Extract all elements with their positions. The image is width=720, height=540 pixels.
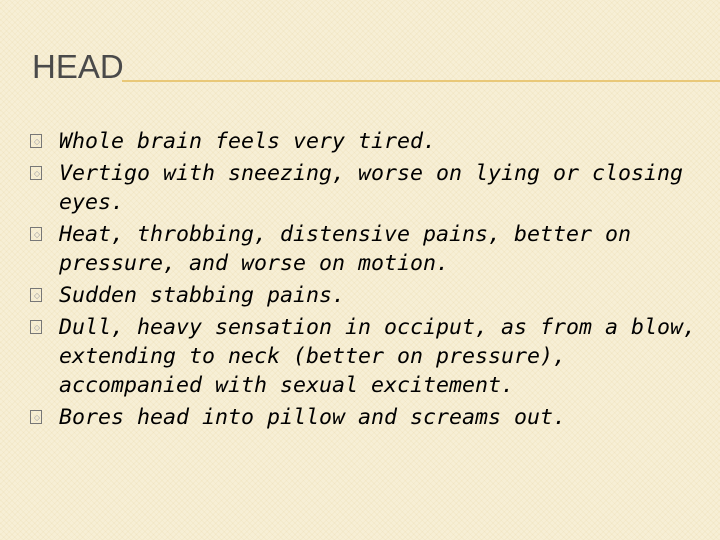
bullet-line: Heat, throbbing, distensive pains, better on: [59, 222, 632, 247]
bullet-item: [30, 127, 706, 156]
bullet-item: [30, 159, 706, 217]
bullet-line: pressure, and worse on motion.: [59, 251, 450, 276]
bullet-list: [30, 127, 706, 435]
bullet-box-icon: [30, 134, 42, 148]
bullet-item: [30, 403, 706, 432]
bullet-item: [30, 220, 706, 278]
bullet-box-icon: [30, 227, 42, 241]
bullet-box-icon: [30, 320, 42, 334]
bullet-line: Vertigo with sneezing, worse on lying or closing: [59, 161, 684, 186]
bullet-item: [30, 281, 706, 310]
bullet-line: Dull, heavy sensation in occiput, as from a blow,: [59, 315, 697, 340]
bullet-line: accompanied with sexual excitement.: [59, 373, 515, 398]
bullet-line: extending to neck (better on pressure),: [59, 344, 567, 369]
bullet-item: [30, 313, 706, 400]
slide-title: HEAD: [32, 48, 124, 85]
bullet-box-icon: [30, 166, 42, 180]
title-underline: [122, 80, 720, 82]
bullet-box-icon: [30, 288, 42, 302]
bullet-line: eyes.: [59, 190, 125, 215]
bullet-line: Sudden stabbing pains.: [59, 283, 346, 308]
bullet-line: Bores head into pillow and screams out.: [59, 405, 567, 430]
bullet-box-icon: [30, 410, 42, 424]
bullet-line: Whole brain feels very tired.: [59, 129, 437, 154]
